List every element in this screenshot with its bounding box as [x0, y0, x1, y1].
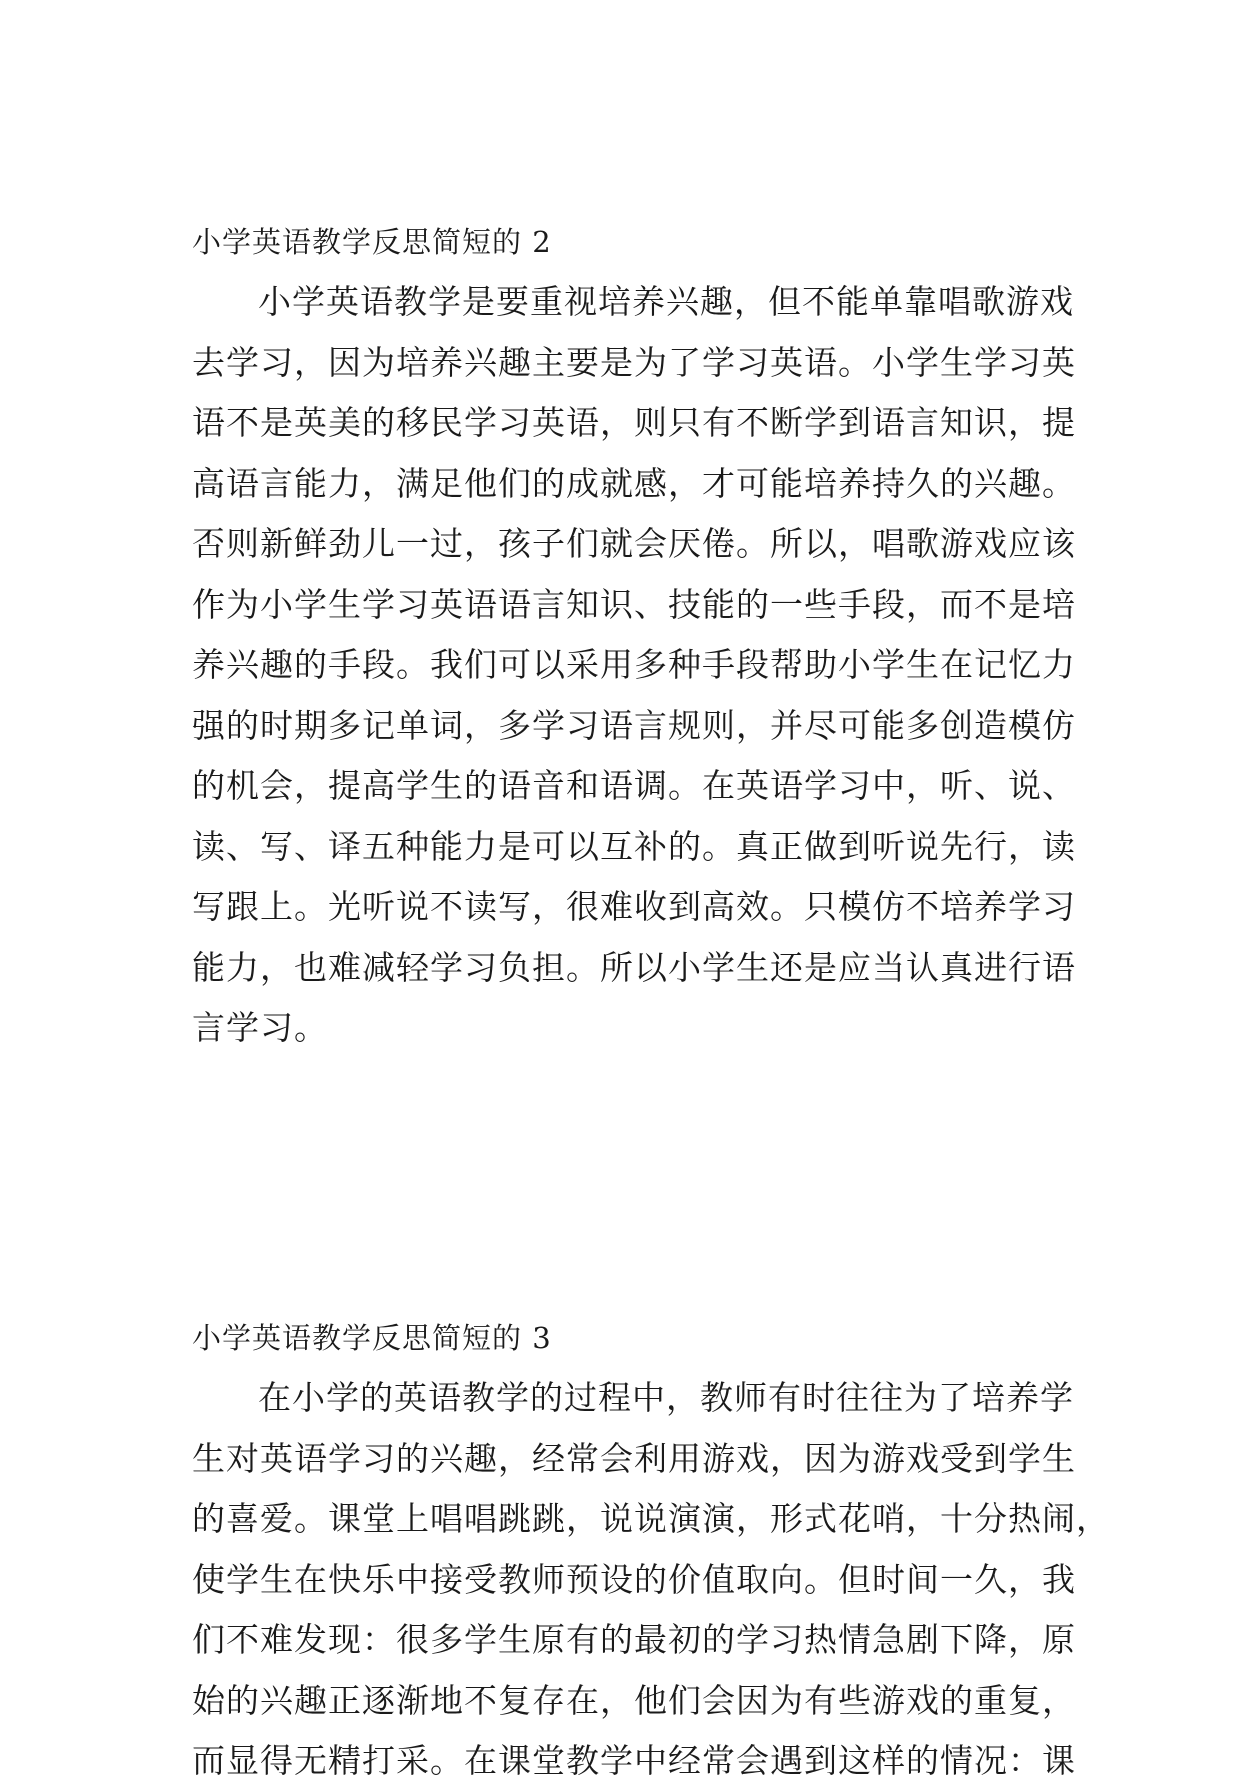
paragraph-line: 否则新鲜劲儿一过，孩子们就会厌倦。所以，唱歌游戏应该 [192, 524, 1076, 563]
paragraph-line: 们不难发现：很多学生原有的最初的学习热情急剧下降，原 [192, 1620, 1076, 1659]
paragraph-line: 的喜爱。课堂上唱唱跳跳，说说演演，形式花哨，十分热闹， [192, 1499, 1110, 1538]
paragraph-line: 使学生在快乐中接受教师预设的价值取向。但时间一久，我 [192, 1559, 1076, 1599]
paragraph-line: 在小学的英语教学的过程中，教师有时往往为了培养学 [258, 1378, 1074, 1417]
paragraph-line: 高语言能力，满足他们的成就感，才可能培养持久的兴趣。 [192, 463, 1076, 503]
section-heading: 小学英语教学反思简短的 3 [192, 1321, 552, 1355]
paragraph-line: 读、写、译五种能力是可以互补的。真正做到听说先行，读 [192, 826, 1076, 866]
paragraph-line: 语不是英美的移民学习英语，则只有不断学到语言知识，提 [192, 403, 1076, 442]
paragraph-line: 而显得无精打采。在课堂教学中经常会遇到这样的情况：课 [192, 1741, 1076, 1780]
paragraph-line: 作为小学生学习英语语言知识、技能的一些手段，而不是培 [192, 584, 1076, 624]
paragraph-line: 去学习，因为培养兴趣主要是为了学习英语。小学生学习英 [192, 342, 1076, 382]
section-reflection-2 [192, 212, 1076, 1059]
paragraph-line: 小学英语教学是要重视培养兴趣，但不能单靠唱歌游戏 [258, 282, 1074, 321]
section-heading: 小学英语教学反思简短的 2 [192, 225, 552, 259]
paragraph-line: 强的时期多记单词，多学习语言规则，并尽可能多创造模仿 [192, 705, 1076, 745]
paragraph-line: 能力，也难减轻学习负担。所以小学生还是应当认真进行语 [192, 947, 1076, 987]
paragraph-line: 始的兴趣正逐渐地不复存在，他们会因为有些游戏的重复， [192, 1680, 1076, 1720]
paragraph-line: 言学习。 [192, 1008, 328, 1047]
paragraph-line: 的机会，提高学生的语音和语调。在英语学习中，听、说、 [192, 766, 1076, 805]
paragraph-line: 写跟上。光听说不读写，很难收到高效。只模仿不培养学习 [192, 887, 1076, 926]
section-reflection-3 [192, 1308, 1110, 1792]
paragraph-line: 生对英语学习的兴趣，经常会利用游戏，因为游戏受到学生 [192, 1438, 1076, 1478]
paragraph-line: 养兴趣的手段。我们可以采用多种手段帮助小学生在记忆力 [192, 645, 1076, 684]
